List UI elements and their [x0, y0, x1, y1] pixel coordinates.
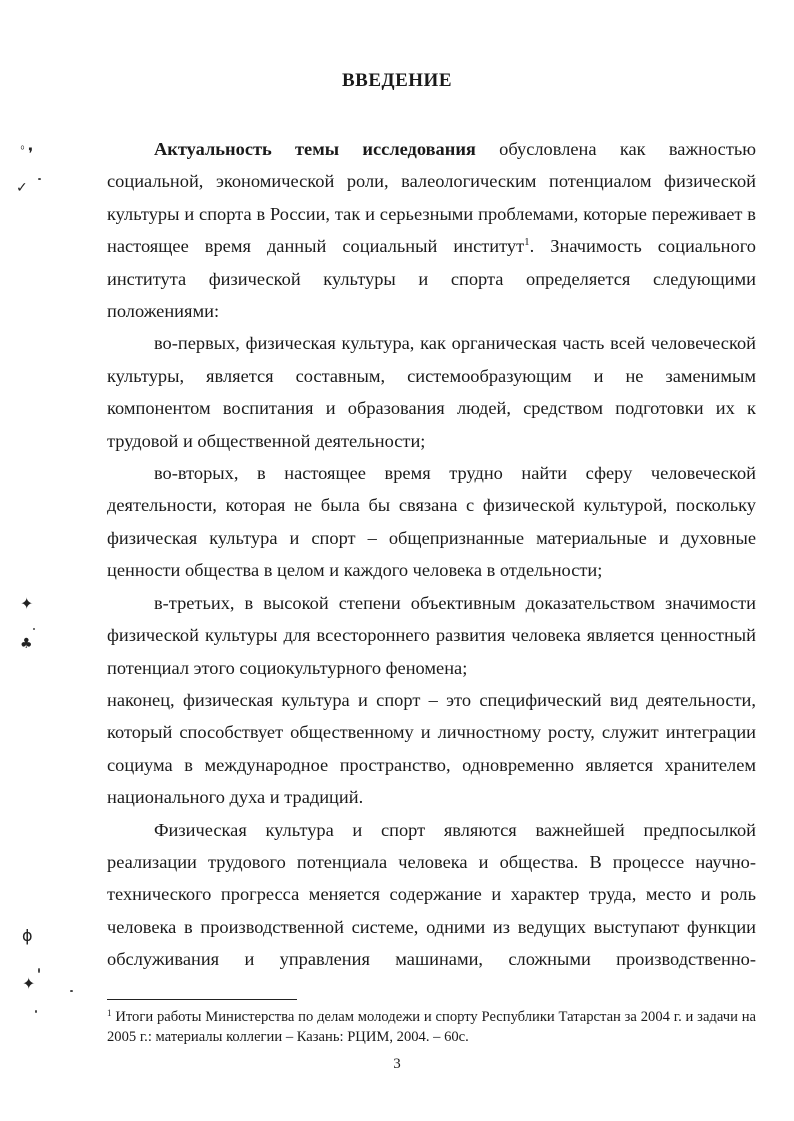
scan-mark-icon: ✦: [22, 974, 36, 993]
scan-speck: [38, 968, 40, 973]
paragraph-firstly: во-первых, физическая культура, как органическая часть всей человеческой культуры, является составным, системообразующим и не заменимым компонентом воспитания и образования людей, средством подготовки их к трудовой и общественной деятельности;: [107, 333, 756, 451]
relevance-text: обусловлена как важностью социальной, экономической роли, валеологическим потенциалом физической культуры и спорта в России, так и серьезными проблемами, которые переживает в настоящее время данный социальный институт: [107, 139, 757, 257]
scan-mark-icon: ✓: [16, 180, 28, 196]
scan-mark-icon: ✦: [20, 594, 34, 613]
footnote-ref: 1: [524, 236, 530, 249]
paragraph-thirdly: в-третьих, в высокой степени объективным доказательством значимости физической культуры для всестороннего развития человека является ценностный потенциал этого социокультурного феномена;: [107, 592, 756, 678]
page-title: ВВЕДЕНИЕ: [342, 70, 452, 91]
scan-speck: [38, 178, 41, 180]
body-text: [107, 133, 756, 976]
scan-speck: [70, 990, 73, 992]
relevance-lead: Актуальность темы исследования: [154, 139, 476, 159]
footnote-divider: [107, 999, 297, 1000]
page-number: 3: [393, 1056, 401, 1072]
footnote-number: 1: [107, 1008, 112, 1018]
scan-speck: [33, 628, 35, 630]
paragraph-labor-potential: Физическая культура и спорт являются важнейшей предпосылкой реализации трудового потенциала человека и общества. В процессе научно-технического прогресса меняется содержание и характер труда, место и роль человека в производственной системе, одними из ведущих выступают функции обслуживания и управления машинами, сложными производственно-: [107, 819, 756, 970]
relevance-text-after: . Значимость социального института физической культуры и спорта определяется следующими положениями:: [107, 236, 756, 322]
scan-mark-icon: ﾟ❜: [20, 144, 34, 163]
scan-mark-icon: ϕ: [22, 926, 33, 945]
paragraph-relevance: [107, 133, 756, 327]
paragraph-secondly: во-вторых, в настоящее время трудно найти сферу человеческой деятельности, которая не была бы связана с физической культурой, поскольку физическая культура и спорт – общепризнанные материальные и духовные ценности общества в целом и каждого человека в отдельности;: [107, 463, 756, 581]
footnote: [107, 1008, 756, 1047]
footnote-text: Итоги работы Министерства по делам молодежи и спорту Республики Татарстан за 2004 г. и задачи на 2005 г.: материалы коллегии – Казань: РЦИМ, 2004. – 60с.: [107, 1009, 756, 1045]
scan-mark-icon: ♣: [20, 636, 33, 652]
scan-speck: [35, 1010, 37, 1013]
paragraph-finally: наконец, физическая культура и спорт – это специфический вид деятельности, который способствует общественному и личностному росту, служит интеграции социума в международное пространство, одновременно является хранителем национального духа и традиций.: [107, 689, 756, 808]
